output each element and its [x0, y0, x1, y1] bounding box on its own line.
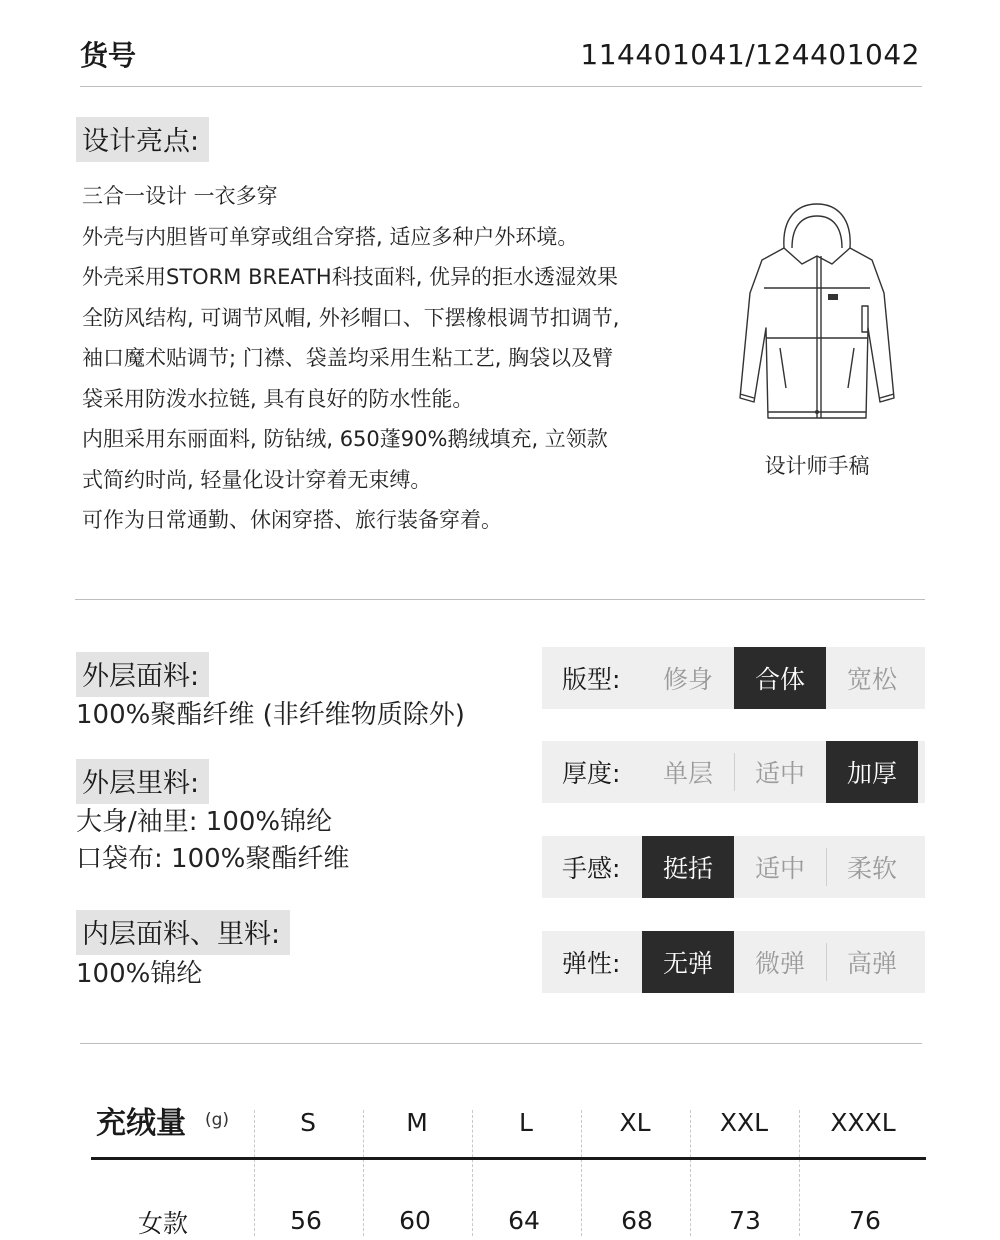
design-line: 三合一设计 一衣多穿 — [82, 184, 278, 208]
fill-value: 60 — [399, 1206, 431, 1235]
fill-table-unit: (g) — [205, 1110, 230, 1130]
fill-value: 56 — [290, 1206, 322, 1235]
fill-value: 73 — [729, 1206, 761, 1235]
spec-label: 厚度: — [562, 759, 621, 788]
design-section-heading — [76, 117, 209, 162]
column-divider — [799, 1110, 800, 1236]
material-title: 外层里料: — [76, 759, 209, 804]
material-block — [76, 652, 209, 697]
spec-option: 柔软 — [826, 836, 918, 898]
spec-row-feel — [542, 836, 925, 898]
item-number-value: 114401041/124401042 — [580, 38, 920, 71]
fill-table-title: 充绒量 — [96, 1106, 186, 1141]
spec-option: 修身 — [662, 665, 713, 694]
spec-option-selected: 合体 — [734, 647, 826, 709]
material-block — [76, 910, 290, 955]
spec-option-selected: 挺括 — [642, 836, 734, 898]
spec-option: 适中 — [754, 854, 805, 883]
size-header: S — [300, 1108, 316, 1137]
table-header-rule — [91, 1157, 926, 1160]
spec-row-thickness — [542, 741, 925, 803]
material-value: 100%聚酯纤维 (非纤维物质除外) — [76, 700, 465, 730]
fill-value: 64 — [508, 1206, 540, 1235]
item-number-label: 货号 — [80, 39, 137, 72]
size-header: XL — [619, 1108, 651, 1137]
fill-value: 68 — [621, 1206, 653, 1235]
design-line: 全防风结构, 可调节风帽, 外衫帽口、下摆橡根调节扣调节, — [82, 305, 620, 330]
material-value: 口袋布: 100%聚酯纤维 — [76, 844, 350, 874]
spec-option: 宽松 — [846, 665, 897, 694]
material-title: 外层面料: — [76, 652, 209, 697]
design-description — [82, 176, 702, 541]
jacket-sketch-icon — [722, 198, 912, 438]
material-value: 100%锦纶 — [76, 959, 203, 989]
size-header: L — [519, 1108, 533, 1137]
fill-value: 76 — [849, 1206, 881, 1235]
spec-row-elasticity — [542, 931, 925, 993]
spec-option-selected: 无弹 — [642, 931, 734, 993]
material-value: 大身/袖里: 100%锦纶 — [76, 807, 333, 837]
design-line: 式简约时尚, 轻量化设计穿着无束缚。 — [82, 467, 432, 492]
design-line: 可作为日常通勤、休闲穿搭、旅行装备穿着。 — [82, 508, 502, 532]
divider — [80, 1043, 922, 1044]
spec-label: 手感: — [562, 854, 621, 883]
row-label: 女款 — [138, 1209, 189, 1238]
design-line: 外壳与内胆皆可单穿或组合穿搭, 适应多种户外环境。 — [82, 224, 579, 249]
divider — [80, 86, 922, 87]
size-header: XXXL — [830, 1108, 896, 1137]
spec-option-selected: 加厚 — [826, 741, 918, 803]
spec-label: 弹性: — [562, 949, 621, 978]
design-title: 设计亮点: — [76, 117, 209, 162]
design-line: 袋采用防泼水拉链, 具有良好的防水性能。 — [82, 386, 474, 411]
sketch-caption: 设计师手稿 — [764, 454, 870, 478]
size-header: M — [406, 1108, 428, 1137]
material-title: 内层面料、里料: — [76, 910, 290, 955]
divider — [75, 599, 925, 600]
spec-row-fit — [542, 647, 925, 709]
spec-label: 版型: — [562, 665, 621, 694]
design-line: 外壳采用STORM BREATH科技面料, 优异的拒水透湿效果 — [82, 265, 619, 289]
spec-option: 高弹 — [826, 931, 918, 993]
size-header: XXL — [719, 1108, 769, 1137]
material-block — [76, 759, 209, 804]
spec-option: 适中 — [734, 741, 826, 803]
design-line: 内胆采用东丽面料, 防钻绒, 650蓬90%鹅绒填充, 立领款 — [82, 427, 608, 451]
spec-option: 微弹 — [754, 949, 805, 978]
spec-option: 单层 — [662, 759, 713, 788]
design-line: 袖口魔术贴调节; 门襟、袋盖均采用生粘工艺, 胸袋以及臂 — [82, 346, 614, 370]
